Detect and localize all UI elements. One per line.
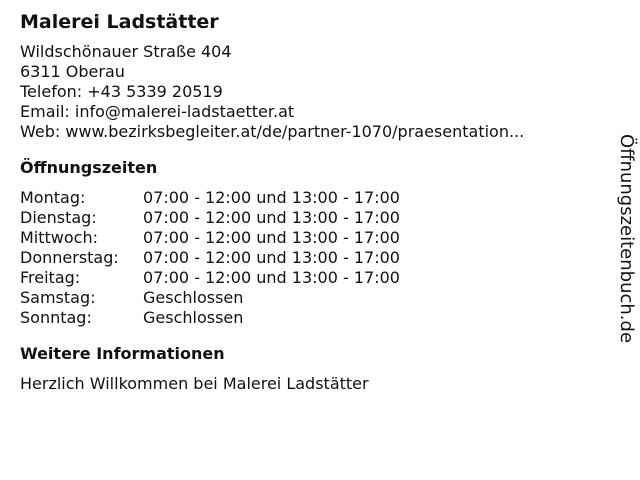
hours-day: Mittwoch: — [20, 228, 98, 247]
opening-hours-heading: Öffnungszeiten — [20, 158, 158, 177]
hours-row — [20, 308, 600, 328]
site-watermark: Öffnungszeitenbuch.de — [616, 134, 637, 344]
hours-day: Freitag: — [20, 268, 81, 287]
welcome-text: Herzlich Willkommen bei Malerei Ladstätter — [20, 374, 369, 393]
hours-day: Dienstag: — [20, 208, 97, 227]
business-name: Malerei Ladstätter — [20, 11, 219, 33]
hours-time: 07:00 - 12:00 und 13:00 - 17:00 — [143, 268, 400, 287]
postal-city: 6311 Oberau — [20, 62, 125, 81]
hours-day: Montag: — [20, 188, 86, 207]
street-address: Wildschönauer Straße 404 — [20, 42, 232, 61]
hours-time: Geschlossen — [143, 288, 244, 307]
email-line: Email: info@malerei-ladstaetter.at — [20, 102, 295, 121]
hours-row — [20, 208, 600, 228]
hours-time: 07:00 - 12:00 und 13:00 - 17:00 — [143, 208, 400, 227]
hours-row — [20, 188, 600, 208]
hours-time: 07:00 - 12:00 und 13:00 - 17:00 — [143, 248, 400, 267]
web-line: Web: www.bezirksbegleiter.at/de/partner-1070/praesentation... — [20, 122, 525, 141]
hours-day: Donnerstag: — [20, 248, 119, 267]
hours-row — [20, 248, 600, 268]
phone-line: Telefon: +43 5339 20519 — [20, 82, 223, 101]
further-info-heading: Weitere Informationen — [20, 344, 225, 363]
hours-row — [20, 288, 600, 308]
hours-time: 07:00 - 12:00 und 13:00 - 17:00 — [143, 228, 400, 247]
hours-day: Sonntag: — [20, 308, 92, 327]
address-block — [20, 42, 600, 142]
hours-time: 07:00 - 12:00 und 13:00 - 17:00 — [143, 188, 400, 207]
hours-day: Samstag: — [20, 288, 96, 307]
hours-time: Geschlossen — [143, 308, 244, 327]
business-card — [20, 10, 600, 394]
hours-row — [20, 228, 600, 248]
opening-hours-table — [20, 188, 600, 328]
hours-row — [20, 268, 600, 288]
